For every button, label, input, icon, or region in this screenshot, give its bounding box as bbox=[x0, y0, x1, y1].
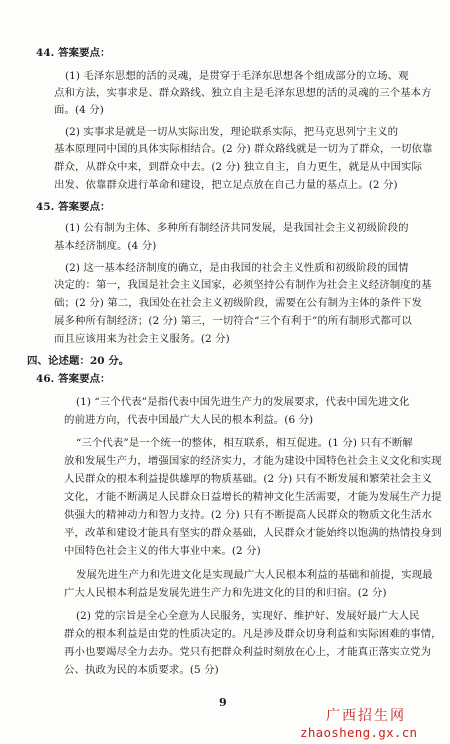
watermark-title: 广西招生网 bbox=[326, 708, 406, 724]
q46-point2-line3: 再小也要竭尽全力去办。党只有把群众利益时刻放在心上，才能真正落实立党为 bbox=[64, 646, 432, 658]
q45-point2-line3: 础；(2 分) 第二，我国处在社会主义初级阶段，需要在公有制为主体的条件下发 bbox=[54, 297, 423, 309]
q46-para2-line3: 人民群众的根本利益提供雄厚的物质基础。(2 分) 只有不断发展和繁荣社会主义 bbox=[64, 473, 433, 485]
q46-para2-line6: 平，改革和建设才能具有坚实的群众基础，人民群众才能始终以饱满的热情投身到 bbox=[64, 527, 442, 539]
q46-para2-line5: 供强大的精神动力和智力支持。(2 分) 只有不断提高人民群众的物质文化生活水 bbox=[64, 509, 433, 521]
page-number: 9 bbox=[219, 696, 227, 709]
q45-point1-line1: (1) 公有制为主体、多种所有制经济共同发展，是我国社会主义初级阶段的 bbox=[65, 222, 409, 234]
q45-point2-line1: (2) 这一基本经济制度的确立，是由我国的社会主义性质和初级阶段的国情 bbox=[65, 262, 409, 274]
q45-point2-line5: 而且应该用来为社会主义服务。(2 分) bbox=[54, 333, 230, 345]
q44-point2-line1: (2) 实事求是就是一切从实际出发，理论联系实际，把马克思列宁主义的 bbox=[65, 126, 399, 138]
q46-para2-line7: 中国特色社会主义的伟大事业中来。(2 分) bbox=[64, 545, 261, 557]
q46-point2-line2: 群众的根本利益是由党的性质决定的。凡是涉及群众切身利益和实际困难的事情， bbox=[64, 628, 442, 640]
watermark-url: zhaosheng.gx.cn bbox=[300, 725, 418, 740]
q46-para2-line2: 放和发展生产力，增强国家的经济实力，才能为建设中国特色社会主义文化和实现 bbox=[64, 455, 442, 467]
q44-point1-line1: (1) 毛泽东思想的活的灵魂，是贯穿于毛泽东思想各个组成部分的立场、观 bbox=[65, 70, 409, 82]
q46-para3-line2: 广大人民根本利益是发展先进生产力和先进文化的目的和归宿。(2 分) bbox=[64, 587, 387, 599]
q45-point2-line2: 决定的：第一，我国是社会主义国家，必须坚持公有制作为社会主义经济制度的基 bbox=[54, 279, 432, 291]
q45-point2-line4: 展多种所有制经济；(2 分) 第三，一切符合“三个有利于”的所有制形式都可以 bbox=[54, 315, 412, 327]
q44-point1-line3: 面。(4 分) bbox=[54, 104, 104, 116]
q46-heading: 46. 答案要点： bbox=[36, 373, 111, 385]
q44-point1-line2: 点和方法，实事求是、群众路线、独立自主是毛泽东思想的活的灵魂的三个基本方 bbox=[54, 87, 432, 99]
q46-para3-line1: 发展先进生产力和先进文化是实现最广大人民根本利益的基础和前提，实现最 bbox=[76, 569, 433, 581]
q45-heading: 45. 答案要点： bbox=[36, 201, 111, 213]
q46-point1-line1: (1) “三个代表”是指代表中国先进生产力的发展要求，代表中国先进文化 bbox=[76, 396, 410, 408]
q44-heading: 44. 答案要点： bbox=[36, 47, 111, 59]
q46-para2-line1: “三个代表”是一个统一的整体，相互联系，相互促进。(1 分) 只有不断解 bbox=[76, 437, 413, 449]
q44-point2-line2: 基本原理同中国的具体实际相结合。(2 分) 群众路线就是一切为了群众，一切依靠 bbox=[54, 143, 433, 155]
section-heading-essay: 四、论述题：20 分。 bbox=[27, 355, 130, 367]
q45-point1-line2: 基本经济制度。(4 分) bbox=[54, 240, 157, 252]
q44-point2-line4: 出发、依靠群众进行革命和建设，把立足点放在自己力量的基点上。(2 分) bbox=[54, 179, 398, 191]
q46-point1-line2: 的前进方向，代表中国最广大人民的根本利益。(6 分) bbox=[64, 414, 314, 426]
q46-para2-line4: 文化，才能不断满足人民群众日益增长的精神文化生活需要，才能为发展生产力提 bbox=[64, 491, 442, 503]
q44-point2-line3: 群众，从群众中来，到群众中去。(2 分) 独立自主，自力更生，就是从中国实际 bbox=[54, 161, 423, 173]
q46-point2-line4: 公、执政为民的本质要求。(5 分) bbox=[64, 664, 219, 676]
q46-point2-line1: (2) 党的宗旨是全心全意为人民服务，实现好、维护好、发展好最广大人民 bbox=[76, 610, 420, 622]
